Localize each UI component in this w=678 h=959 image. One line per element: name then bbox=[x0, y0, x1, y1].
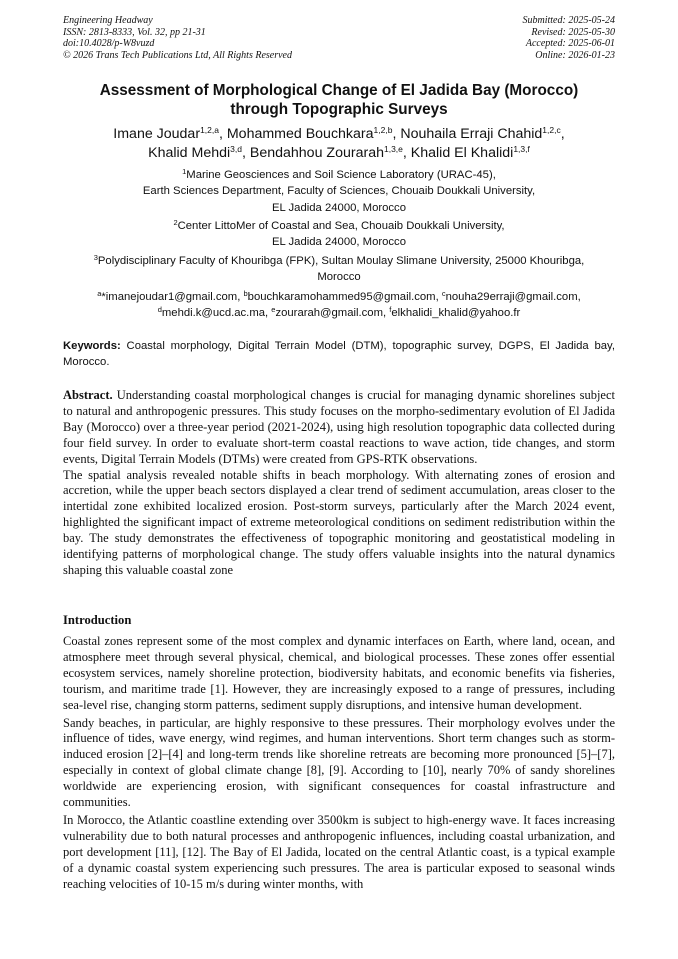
email-marker: e bbox=[271, 305, 276, 315]
submitted-date: Submitted: 2025-05-24 bbox=[522, 15, 615, 26]
abstract-text: Understanding coastal morphological changes is crucial for managing dynamic shorelines subject to natural and anthropogenic pressures. This study focuses on the morpho-sedimentary evolution of El Jadida Bay (Morocco) over a three-year period (2021-2024), using high resolution topographic data collected during four field survey. In order to evaluate short-term coastal reactions to wave action, tide changes, and storm events, Digital Terrain Models (DTMs) were created from GPS-RTK observations. bbox=[63, 388, 615, 466]
author-list bbox=[50, 125, 628, 163]
abstract-label: Abstract. bbox=[63, 388, 113, 402]
email-line-2 bbox=[60, 305, 618, 321]
author-name: Imane Joudar bbox=[113, 126, 201, 142]
abstract-paragraph-2: The spatial analysis revealed notable shifts in beach morphology. With alternating zones of erosion and accretion, while the upper beach sectors displayed a clear trend of sediment accumulation, areas closer to the intertidal zone exhibited localized erosion. Post-storm surveys, particularly after the March 2024 event, highlighted the significant impact of extreme meteorological conditions on sediment redistribution within the bay. The study demonstrates the effectiveness of topographic monitoring and geostatistical modeling in identifying patterns of morphological change. The study offers valuable insights into the natural dynamics shaping this valuable coastal zone bbox=[63, 467, 615, 577]
keywords bbox=[63, 338, 615, 371]
journal-issn: ISSN: 2813-8333, Vol. 32, pp 21-31 bbox=[63, 26, 206, 38]
author-separator: , bbox=[218, 126, 227, 142]
paper-title bbox=[60, 82, 618, 119]
affiliation-1-line-2: Earth Sciences Department, Faculty of Sciences, Chouaib Doukkali University, bbox=[142, 185, 536, 198]
abstract bbox=[63, 388, 615, 579]
affiliation-2-line-1 bbox=[60, 218, 618, 234]
author-affiliation-marker: 3,d bbox=[230, 144, 242, 154]
title-line-2: through Topographic Surveys bbox=[230, 100, 448, 118]
affiliation-text: Marine Geosciences and Soil Science Laboratory (URAC-45), bbox=[186, 169, 496, 181]
email-link[interactable]: elkhalidi_khalid@yahoo.fr bbox=[391, 307, 521, 320]
email-link[interactable]: bouchkaramohammed95@gmail.com, bbox=[247, 291, 442, 303]
accepted-date: Accepted: 2025-06-01 bbox=[525, 38, 615, 50]
affiliation-marker: 3 bbox=[93, 253, 98, 262]
keywords-text: Coastal morphology, Digital Terrain Model (DTM), topographic survey, DGPS, El Jadida bay, Morocco. bbox=[63, 340, 615, 369]
introduction-paragraph-3: In Morocco, the Atlantic coastline extending over 3500km is subject to high-energy wave. It faces increasing vulnerability due to both natural processes and anthropogenic influences, including coastal urbanization, and port development [11], [12]. The Bay of El Jadida, located on the central Atlantic coast, is a typical example of a dynamic coastal system experiencing such pressures. The area is particular exposed to seasonal winds reaching velocities of 10-15 m/s during winter months, with bbox=[63, 812, 615, 891]
introduction-paragraph-2: Sandy beaches, in particular, are highly responsive to these pressures. Their morphology evolves under the influence of tides, wave energy, wind regimes, and human interventions. Short term changes such as storm-induced erosion [2]–[4] and long-term trends like shoreline retreats are becoming more pronounced [5]–[7], especially in context of global climate change [8], [9]. According to [10], nearly 70% of sandy shorelines worldwide are experiencing erosion, with significant consequences for coastal infrastructure and communities. bbox=[63, 715, 615, 810]
affiliation-3 bbox=[60, 253, 618, 286]
author-name: Mohammed Bouchkara bbox=[226, 126, 374, 142]
email-marker: f bbox=[389, 305, 392, 315]
email-link[interactable]: nouha29erraji@gmail.com, bbox=[445, 291, 581, 303]
author-separator: , bbox=[560, 126, 565, 142]
keywords-label: Keywords: bbox=[63, 340, 121, 352]
email-link[interactable]: zourarah@gmail.com, bbox=[275, 307, 390, 320]
journal-name: Engineering Headway bbox=[63, 15, 153, 26]
journal-info bbox=[63, 15, 292, 61]
affiliation-text: Center LittoMer of Coastal and Sea, Chouaib Doukkali University, bbox=[177, 220, 505, 232]
author-affiliation-marker: 1,2,c bbox=[542, 125, 561, 135]
affiliation-1-line-1 bbox=[60, 167, 618, 183]
introduction-paragraph-1: Coastal zones represent some of the most complex and dynamic interfaces on Earth, where land, ocean, and atmosphere meet through several physical, chemical, and biological processes. These zones offer essential ecosystem services, namely shoreline protection, biodiversity habitats, and economic benefits via fisheries, tourism, and maritime trade [1]. However, they are increasingly exposed to a range of pressures, including sea-level rise, changing storm patterns, sediment supply disruptions, and intensive human development. bbox=[63, 634, 615, 712]
affiliation-2 bbox=[60, 218, 618, 251]
introduction-body bbox=[63, 634, 615, 895]
author-affiliation-marker: 1,2,a bbox=[200, 125, 219, 135]
author-name: Nouhaila Erraji Chahid bbox=[400, 126, 543, 142]
revised-date: Revised: 2025-05-30 bbox=[531, 26, 615, 38]
email-line-1 bbox=[60, 289, 618, 305]
affiliation-2-line-2: EL Jadida 24000, Morocco bbox=[272, 236, 406, 249]
author-name: Khalid El Khalidi bbox=[410, 145, 514, 161]
affiliation-1-line-3: EL Jadida 24000, Morocco bbox=[272, 201, 406, 214]
abstract-paragraph-1 bbox=[63, 388, 615, 468]
author-name: Khalid Mehdi bbox=[148, 145, 231, 161]
copyright-notice: © 2026 Trans Tech Publications Ltd, All Rights Reserved bbox=[63, 49, 292, 61]
article-doi: doi:10.4028/p-W8vuzd bbox=[63, 38, 155, 50]
affiliation-1 bbox=[60, 167, 618, 216]
author-separator: , bbox=[392, 126, 401, 142]
author-emails bbox=[60, 289, 618, 322]
author-line-2 bbox=[50, 144, 628, 163]
author-separator: , bbox=[402, 145, 411, 161]
affiliation-3-line-1 bbox=[60, 253, 618, 269]
online-date: Online: 2026-01-23 bbox=[535, 49, 615, 61]
email-marker: b bbox=[243, 289, 248, 298]
email-marker: d bbox=[157, 305, 162, 315]
affiliation-marker: 1 bbox=[182, 167, 187, 176]
affiliation-text: Polydisciplinary Faculty of Khouribga (FPK), Sultan Moulay Slimane University, 25000 Khouribga, bbox=[97, 255, 585, 267]
email-link[interactable]: mehdi.k@ucd.ac.ma, bbox=[161, 307, 272, 320]
author-affiliation-marker: 1,3,f bbox=[513, 144, 530, 154]
author-affiliation-marker: 1,3,e bbox=[383, 144, 403, 154]
affiliation-3-line-2: Morocco bbox=[317, 271, 361, 284]
section-heading-introduction: Introduction bbox=[63, 613, 132, 627]
author-name: Bendahhou Zourarah bbox=[249, 145, 384, 161]
title-line-1: Assessment of Morphological Change of El Jadida Bay (Morocco) bbox=[99, 82, 579, 99]
email-link[interactable]: *imanejoudar1@gmail.com, bbox=[101, 291, 244, 303]
article-dates bbox=[523, 15, 616, 61]
author-line-1 bbox=[50, 125, 628, 144]
author-separator: , bbox=[241, 145, 250, 161]
email-marker: c bbox=[441, 289, 446, 298]
affiliation-marker: 2 bbox=[173, 218, 178, 227]
author-affiliation-marker: 1,2,b bbox=[373, 125, 393, 135]
email-marker: a bbox=[97, 289, 102, 298]
